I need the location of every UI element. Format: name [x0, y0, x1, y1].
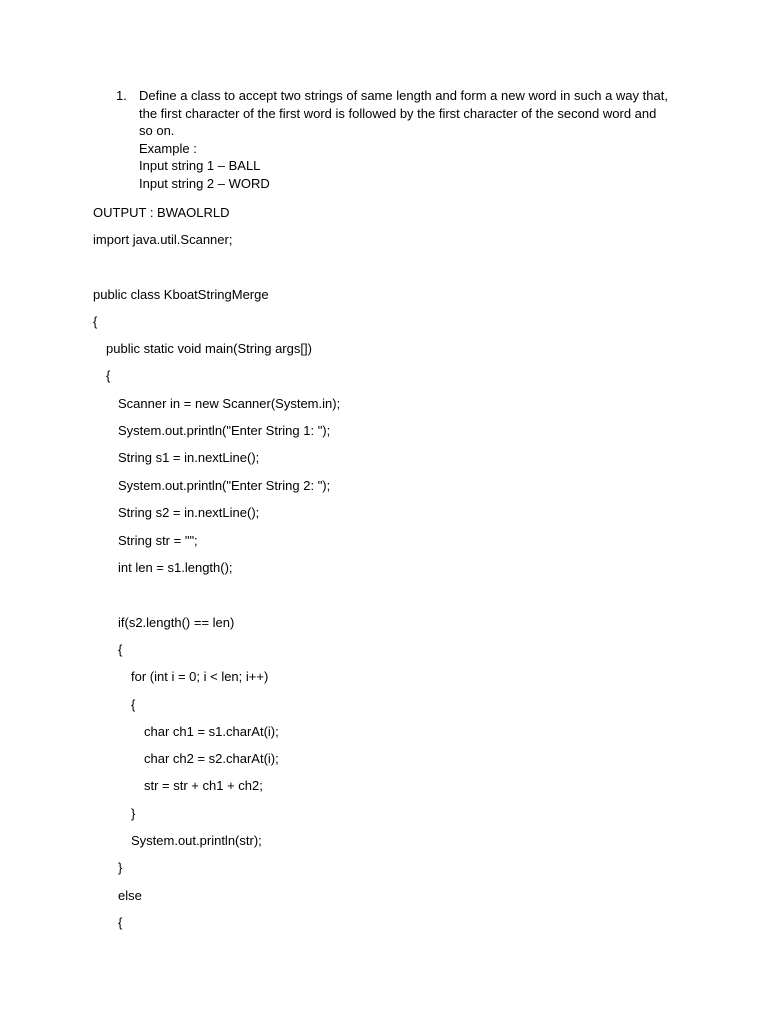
- question-text: Define a class to accept two strings of same length and form a new word in such a way that, the first character of the first word is followed by the first character of the second word and so on.: [139, 88, 668, 139]
- code-line: char ch1 = s1.charAt(i);: [144, 724, 279, 739]
- code-line: import java.util.Scanner;: [93, 232, 233, 247]
- question-item: [116, 87, 668, 193]
- code-line: {: [131, 697, 136, 712]
- code-line: public static void main(String args[]): [106, 341, 312, 356]
- code-line: System.out.println(str);: [131, 833, 262, 848]
- code-line: if(s2.length() == len): [118, 615, 235, 630]
- example-label: Example :: [139, 140, 197, 156]
- code-line: int len = s1.length();: [118, 560, 233, 575]
- code-line: Scanner in = new Scanner(System.in);: [118, 396, 341, 411]
- output-line: OUTPUT : BWAOLRLD: [93, 205, 230, 220]
- example-input-2: Input string 2 – WORD: [139, 175, 270, 191]
- code-line: String str = "";: [118, 533, 198, 548]
- code-line: {: [106, 368, 111, 383]
- question-number: 1.: [116, 88, 127, 103]
- code-line: for (int i = 0; i < len; i++): [131, 669, 269, 684]
- code-line: {: [93, 314, 98, 329]
- code-line: public class KboatStringMerge: [93, 287, 269, 302]
- code-line: System.out.println("Enter String 2: ");: [118, 478, 331, 493]
- code-line: String s2 = in.nextLine();: [118, 505, 260, 520]
- example-input-1: Input string 1 – BALL: [139, 158, 261, 174]
- code-line: }: [118, 860, 123, 875]
- code-line: System.out.println("Enter String 1: ");: [118, 423, 331, 438]
- question-body: [139, 87, 668, 193]
- code-line: {: [118, 642, 123, 657]
- code-line: }: [131, 806, 136, 821]
- code-line: else: [118, 888, 142, 903]
- code-line: String s1 = in.nextLine();: [118, 450, 260, 465]
- code-line: str = str + ch1 + ch2;: [144, 778, 263, 793]
- code-line: {: [118, 915, 123, 930]
- code-line: char ch2 = s2.charAt(i);: [144, 751, 279, 766]
